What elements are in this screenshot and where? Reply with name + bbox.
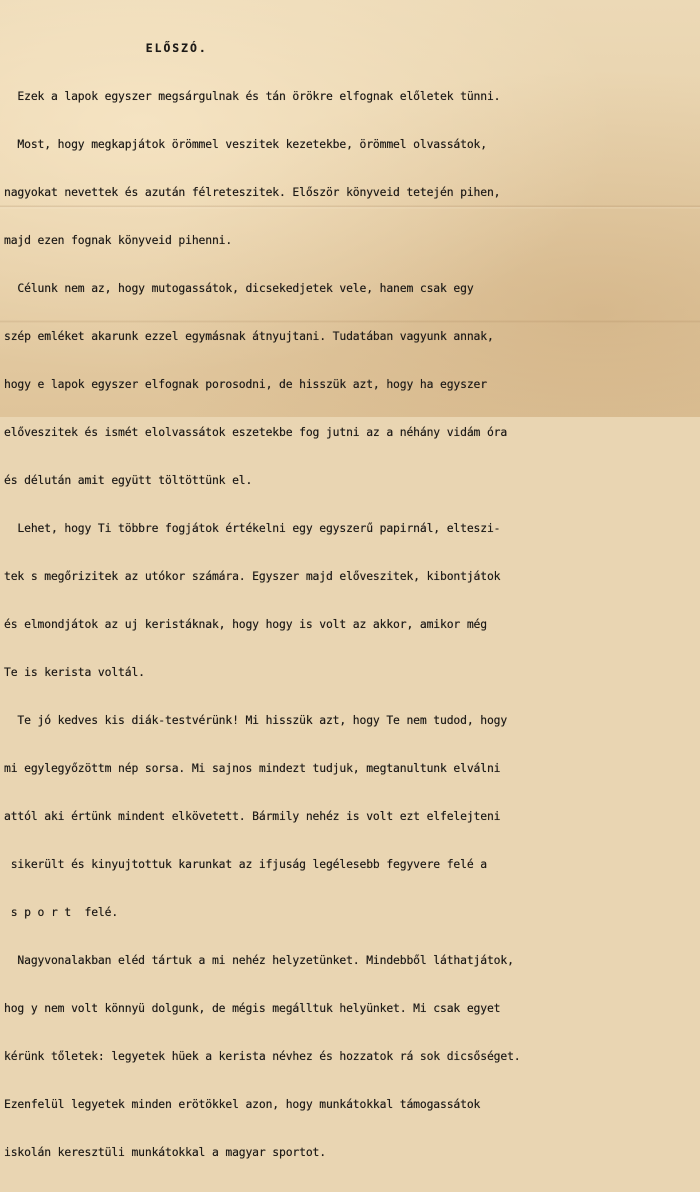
text-line: Célunk nem az, hogy mutogassátok, dicsekedjetek vele, hanem csak egy — [4, 281, 474, 295]
text-line: s p o r t felé. — [4, 905, 119, 919]
text-line: majd ezen fognak könyveid pihenni. — [4, 233, 233, 247]
text-line: és délután amit együtt töltöttünk el. — [4, 473, 253, 487]
text-line: Most, hogy megkapjátok örömmel veszitek kezetekbe, örömmel olvassátok, — [4, 137, 487, 151]
text-line: nagyokat nevettek és azután félreteszitek. Először könyveid tetején pihen, — [4, 185, 501, 199]
text-line: Ezek a lapok egyszer megsárgulnak és tán örökre elfognak előletek tünni. — [4, 89, 501, 103]
text-line: Te is kerista voltál. — [4, 665, 145, 679]
text-line: hog y nem volt könnyü dolgunk, de mégis megálltuk helyünket. Mi csak egyet — [4, 1001, 501, 1015]
text-line: és elmondjátok az uj keristáknak, hogy hogy is volt az akkor, amikor még — [4, 617, 487, 631]
text-line: iskolán keresztüli munkátokkal a magyar sportot. — [4, 1145, 326, 1159]
page-title — [4, 40, 698, 56]
typed-text-body — [4, 8, 698, 1192]
text-line: előveszitek és ismét elolvassátok eszetekbe fog jutni az a néhány vidám óra — [4, 425, 508, 439]
text-line: Te jó kedves kis diák-testvérünk! Mi hisszük azt, hogy Te nem tudod, hogy — [4, 713, 508, 727]
text-line: tek s megőrizitek az utókor számára. Egyszer majd előveszitek, kibontjátok — [4, 569, 501, 583]
text-line: hogy e lapok egyszer elfognak porosodni, de hisszük azt, hogy ha egyszer — [4, 377, 487, 391]
text-line: kérünk tőletek: legyetek hüek a kerista névhez és hozzatok rá sok dicsőséget. — [4, 1049, 521, 1063]
text-line: szép emléket akarunk ezzel egymásnak átnyujtani. Tudatában vagyunk annak, — [4, 329, 494, 343]
text-line: sikerült és kinyujtottuk karunkat az ifjuság legélesebb fegyvere felé a — [4, 857, 487, 871]
title-text: ELŐSZÓ. — [145, 41, 208, 55]
text-line: attól aki értünk mindent elkövetett. Bármily nehéz is volt ezt elfelejteni — [4, 809, 501, 823]
text-line: Lehet, hogy Ti többre fogjátok értékelni egy egyszerű papirnál, elteszi- — [4, 521, 501, 535]
text-line: Ezenfelül legyetek minden erötökkel azon, hogy munkátokkal támogassátok — [4, 1097, 481, 1111]
text-line: Nagyvonalakban eléd tártuk a mi nehéz helyzetünket. Mindebből láthatjátok, — [4, 953, 514, 967]
text-line: mi egylegyőzöttm nép sorsa. Mi sajnos mindezt tudjuk, megtanultunk elválni — [4, 761, 501, 775]
